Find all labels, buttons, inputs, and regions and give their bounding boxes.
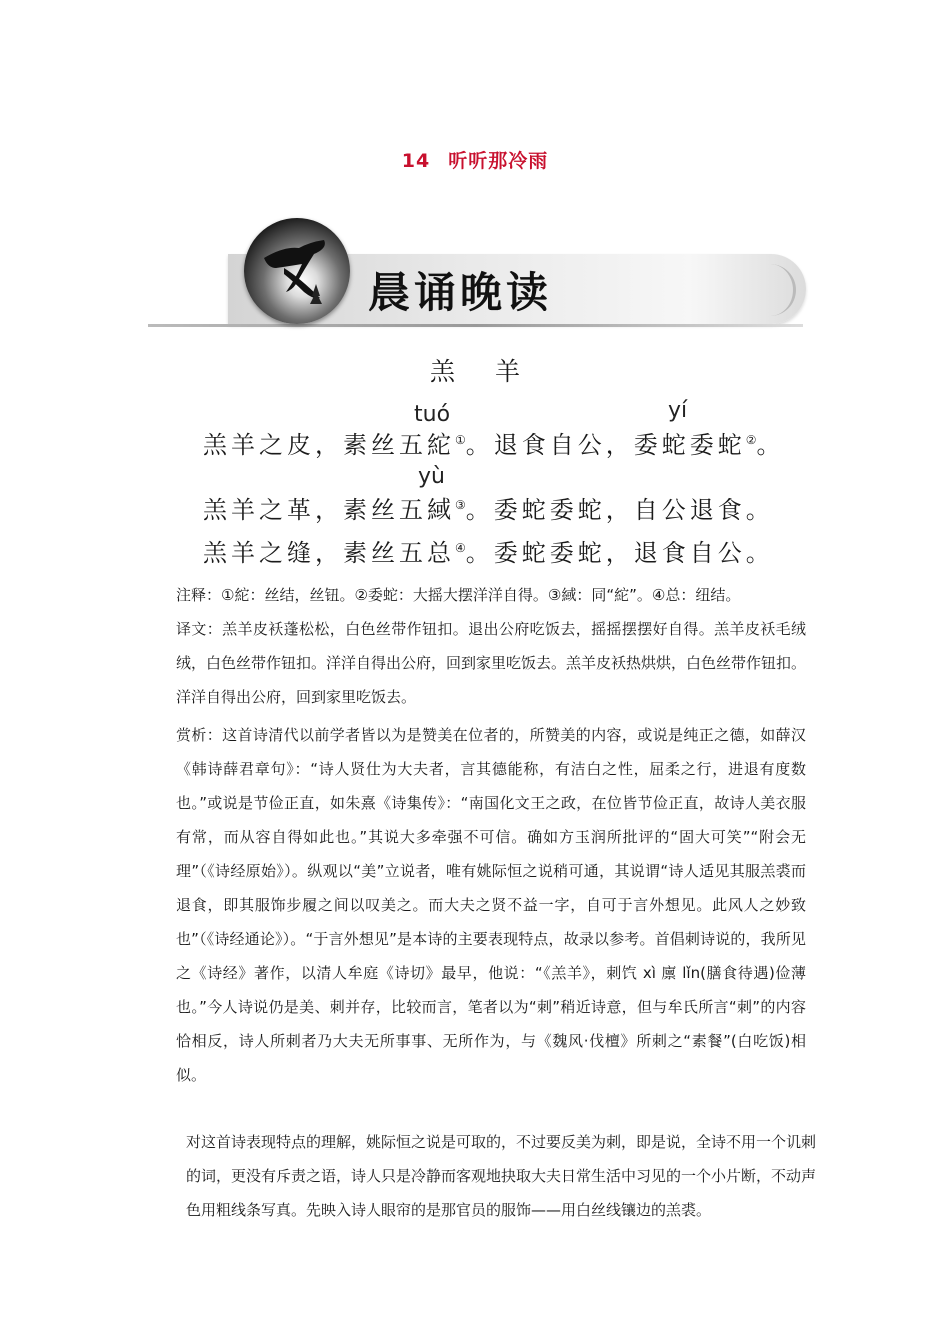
appreciation [176,718,806,1092]
poem-line-1: 羔羊之皮，素丝五紽①。退食自公，委蛇委蛇②。 [203,431,785,459]
annotation [176,578,806,612]
page-title [0,146,950,173]
appreciation-text: 赏析：这首诗清代以前学者皆以为是赞美在位者的，所赞美的内容，或说是纯正之德，如薛汉《韩诗薛君章句》：“诗人贤仕为大夫者，言其德能称，有洁白之性，屈柔之行，进退有度数也。”或说是节俭正直，如朱熹《诗集传》：“南国化文王之政，在位皆节俭正直，故诗人美衣服有常，而从容自得如此也。”其说大多牵强不可信。确如方玉润所批评的“固大可笑”“附会无理”（《诗经原始》）。纵观以“美”立说者，唯有姚际恒之说稍可通，其说谓“诗人适见其服羔裘而退食，即其服饰步履之间以叹美之。而大夫之贤不益一字，自可于言外想见。此风人之妙致也”（《诗经通论》）。“于言外想见”是本诗的主要表现特点，故录以参考。首倡刺诗说的，我所见之《诗经》著作，以清人牟庭《诗切》最早，他说：“《羔羊》，刺饩 xì 廪 lǐn(膳食待遇)俭薄也。”今人诗说仍是美、刺并存，比较而言，笔者以为“刺”稍近诗意，但与牟氏所言“刺”的内容恰相反，诗人所刺者乃大夫无所事事、无所作为，与《魏风·伐檀》所刺之“素餐”(白吃饭)相似。 [176,726,806,1084]
translation-text: 译文：羔羊皮袄蓬松松，白色丝带作钮扣。退出公府吃饭去，摇摇摆摆好自得。羔羊皮袄毛绒绒，白色丝带作钮扣。洋洋自得出公府，回到家里吃饭去。羔羊皮袄热烘烘，白色丝带作钮扣。洋洋自得出公府，回到家里吃饭去。 [176,620,807,706]
translation [176,612,806,714]
wen-emblem-icon [244,218,350,324]
poem-line-3: 羔羊之缝，素丝五总④。委蛇委蛇，退食自公。 [203,539,774,567]
pinyin-tuo: tuó [414,402,451,427]
title-number: 14 [401,150,431,172]
closing-paragraph [186,1125,816,1227]
closing-text: 对这首诗表现特点的理解，姚际恒之说是可取的，不过要反美为刺，即是说，全诗不用一个讥刺的词，更没有斥责之语，诗人只是冷静而客观地抉取大夫日常生活中习见的一个小片断，不动声色用粗线条写真。先映入诗人眼帘的是那官员的服饰——用白丝线镶边的羔裘。 [186,1133,817,1219]
title-text: 听听那冷雨 [448,150,549,172]
banner-underline [148,324,803,327]
banner-emblem [244,218,350,324]
banner-text: 晨诵晚读 [368,268,553,317]
poem-title: 羔羊 [429,357,560,386]
poem-line-2: 羔羊之革，素丝五緎③。委蛇委蛇，自公退食。 [203,496,774,524]
pinyin-yi: yí [668,398,688,423]
section-banner [148,214,808,334]
pinyin-yu: yù [418,464,445,489]
annotation-text: 注释：①紽：丝结，丝钮。②委蛇：大摇大摆洋洋自得。③緎：同“紽”。④总：纽结。 [176,586,741,604]
